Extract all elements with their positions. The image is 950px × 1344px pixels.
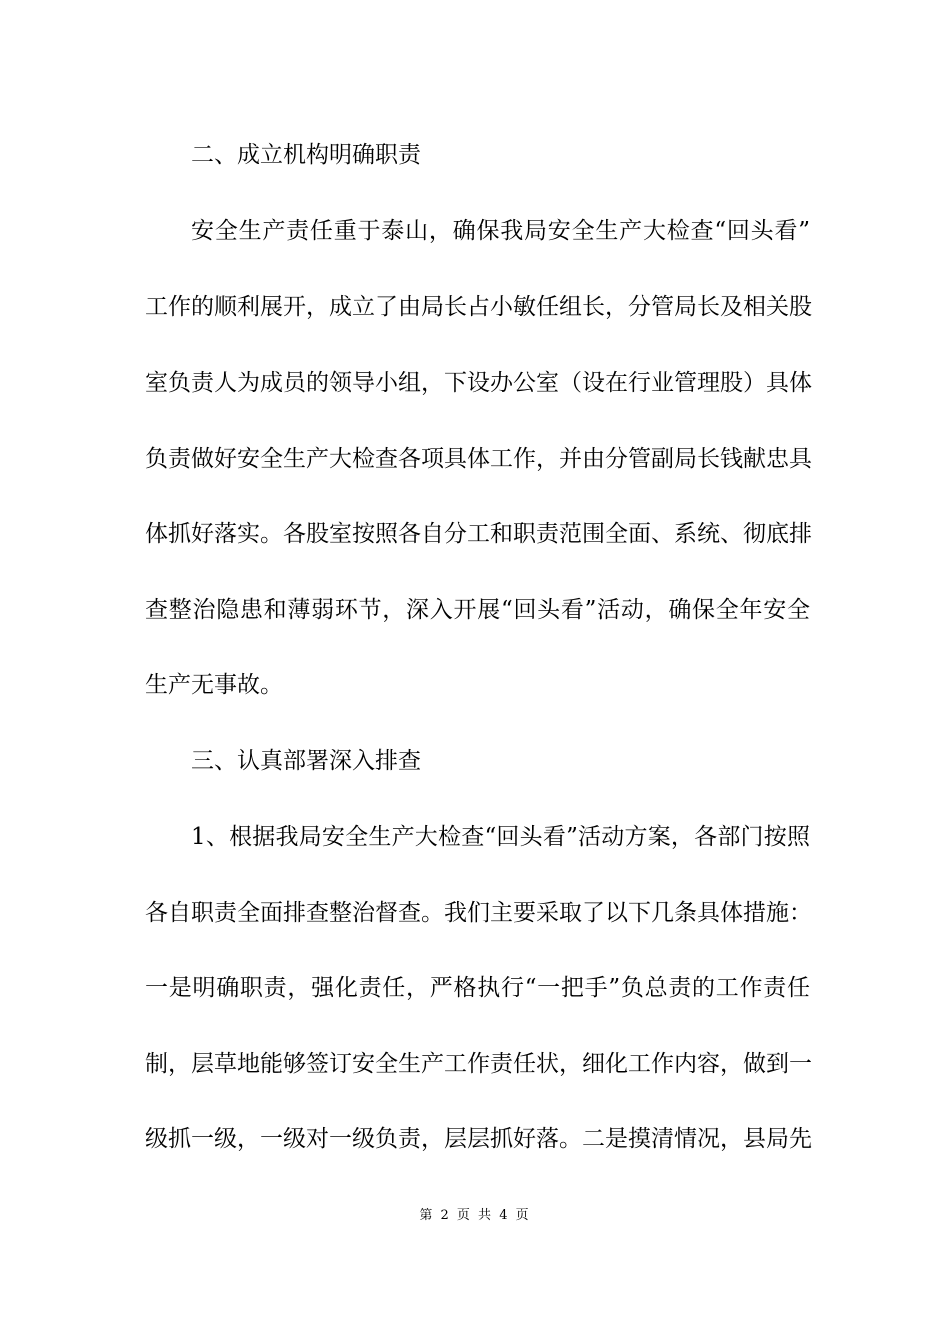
- section-3-heading: 三、认真部署深入排查: [191, 748, 421, 774]
- section-2-line-7: 生产无事故。: [145, 672, 283, 698]
- section-2-heading: 二、成立机构明确职责: [191, 142, 421, 168]
- section-2-line-4: 负责做好安全生产大检查各项具体工作，并由分管副局长钱献忠具: [145, 446, 812, 472]
- section-3-line-3: 一是明确职责，强化责任，严格执行“一把手”负总责的工作责任: [145, 975, 810, 1001]
- section-2-line-1: 安全生产责任重于泰山，确保我局安全生产大检查“回头看”: [191, 218, 810, 244]
- section-3-line-4: 制，层草地能够签订安全生产工作责任状，细化工作内容，做到一: [145, 1051, 812, 1077]
- section-2-line-6: 查整治隐患和薄弱环节，深入开展“回头看”活动，确保全年安全: [145, 597, 810, 623]
- page-number-footer: 第 2 页 共 4 页: [419, 1208, 531, 1223]
- section-3-line-5: 级抓一级，一级对一级负责，层层抓好落。二是摸清情况，县局先: [145, 1126, 812, 1152]
- section-2-line-5: 体抓好落实。各股室按照各自分工和职责范围全面、系统、彻底排: [145, 521, 812, 547]
- section-2-line-2: 工作的顺利展开，成立了由局长占小敏任组长，分管局长及相关股: [145, 294, 812, 320]
- section-3-line-2: 各自职责全面排查整治督查。我们主要采取了以下几条具体措施：: [145, 900, 812, 926]
- section-2-line-3: 室负责人为成员的领导小组，下设办公室（设在行业管理股）具体: [145, 370, 812, 396]
- section-3-line-1: 1、根据我局安全生产大检查“回头看”活动方案，各部门按照: [191, 824, 810, 850]
